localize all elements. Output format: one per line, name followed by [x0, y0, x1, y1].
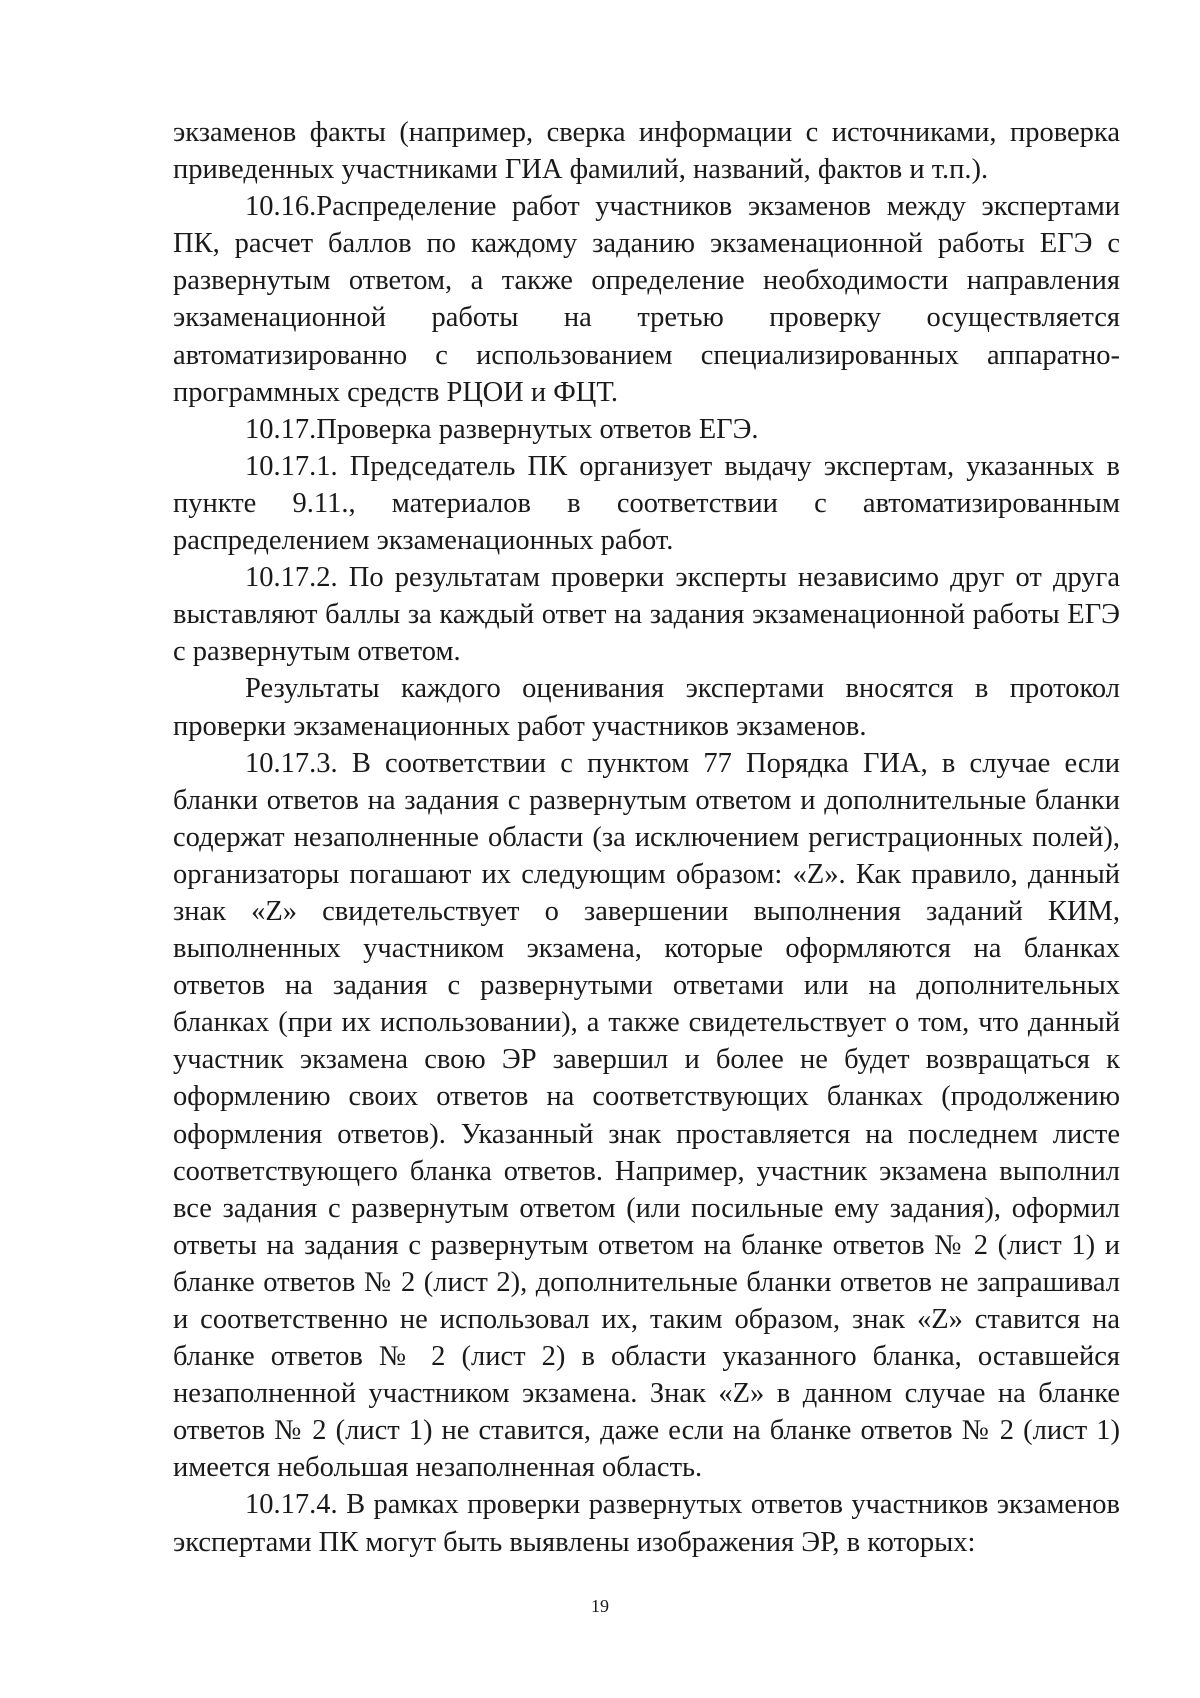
- page-number: 19: [591, 1596, 609, 1616]
- paragraph-continuation: экзаменов факты (например, сверка информации с источниками, проверка приведенных участниками ГИА фамилий, названий, фактов и т.п.).: [173, 117, 1120, 186]
- paragraph-10-17-3: 10.17.3. В соответствии с пунктом 77 Порядка ГИА, в случае если бланки ответов на задания с развернутым ответом и дополнительные бланки содержат незаполненные области (за исключением регистрационных полей), организаторы погашают их следующим образом: «Z». Как правило, данный знак «Z» свидетельствует о завершении выполнения заданий КИМ, выполненных участником экзамена, которые оформляются на бланках ответов на задания с развернутыми ответами или на дополнительных бланках (при их использовании), а также свидетельствует о том, что данный участник экзамена свою ЭР завершил и более не будет возвращаться к оформлению своих ответов на соответствующих бланках (продолжению оформления ответов). Указанный знак проставляется на последнем листе соответствующего бланка ответов. Например, участник экзамена выполнил все задания с развернутым ответом (или посильные ему задания), оформил ответы на задания с развернутым ответом на бланке ответов № 2 (лист 1) и бланке ответов № 2 (лист 2), дополнительные бланки ответов не запрашивал и соответственно не использовал их, таким образом, знак «Z» ставится на бланке ответов № 2 (лист 2) в области указанного бланка, оставшейся незаполненной участником экзамена. Знак «Z» в данном случае на бланке ответов № 2 (лист 1) не ставится, даже если на бланке ответов № 2 (лист 1) имеется небольшая незаполненная область.: [173, 747, 1120, 1484]
- paragraph-10-17: 10.17.Проверка развернутых ответов ЕГЭ.: [245, 413, 759, 445]
- paragraph-10-17-4: 10.17.4. В рамках проверки развернутых ответов участников экзаменов экспертами ПК могут быть выявлены изображения ЭР, в которых:: [173, 1489, 1120, 1558]
- paragraph-10-17-2: 10.17.2. По результатам проверки эксперты независимо друг от друга выставляют баллы за каждый ответ на задания экзаменационной работы ЕГЭ с развернутым ответом.: [173, 562, 1120, 668]
- paragraph-results: Результаты каждого оценивания экспертами вносятся в протокол проверки экзаменационных работ участников экзаменов.: [173, 673, 1120, 742]
- paragraph-10-17-1: 10.17.1. Председатель ПК организует выдачу экспертам, указанных в пункте 9.11., материалов в соответствии с автоматизированным распределением экзаменационных работ.: [173, 450, 1120, 557]
- paragraph-10-16: 10.16.Распределение работ участников экзаменов между экспертами ПК, расчет баллов по каждому заданию экзаменационной работы ЕГЭ с развернутым ответом, а также определение необходимости направления экзаменационной работы на третью проверку осуществляется автоматизированно с использованием специализированных аппаратно-программных средств РЦОИ и ФЦТ.: [173, 191, 1120, 408]
- document-page: [173, 114, 1120, 1561]
